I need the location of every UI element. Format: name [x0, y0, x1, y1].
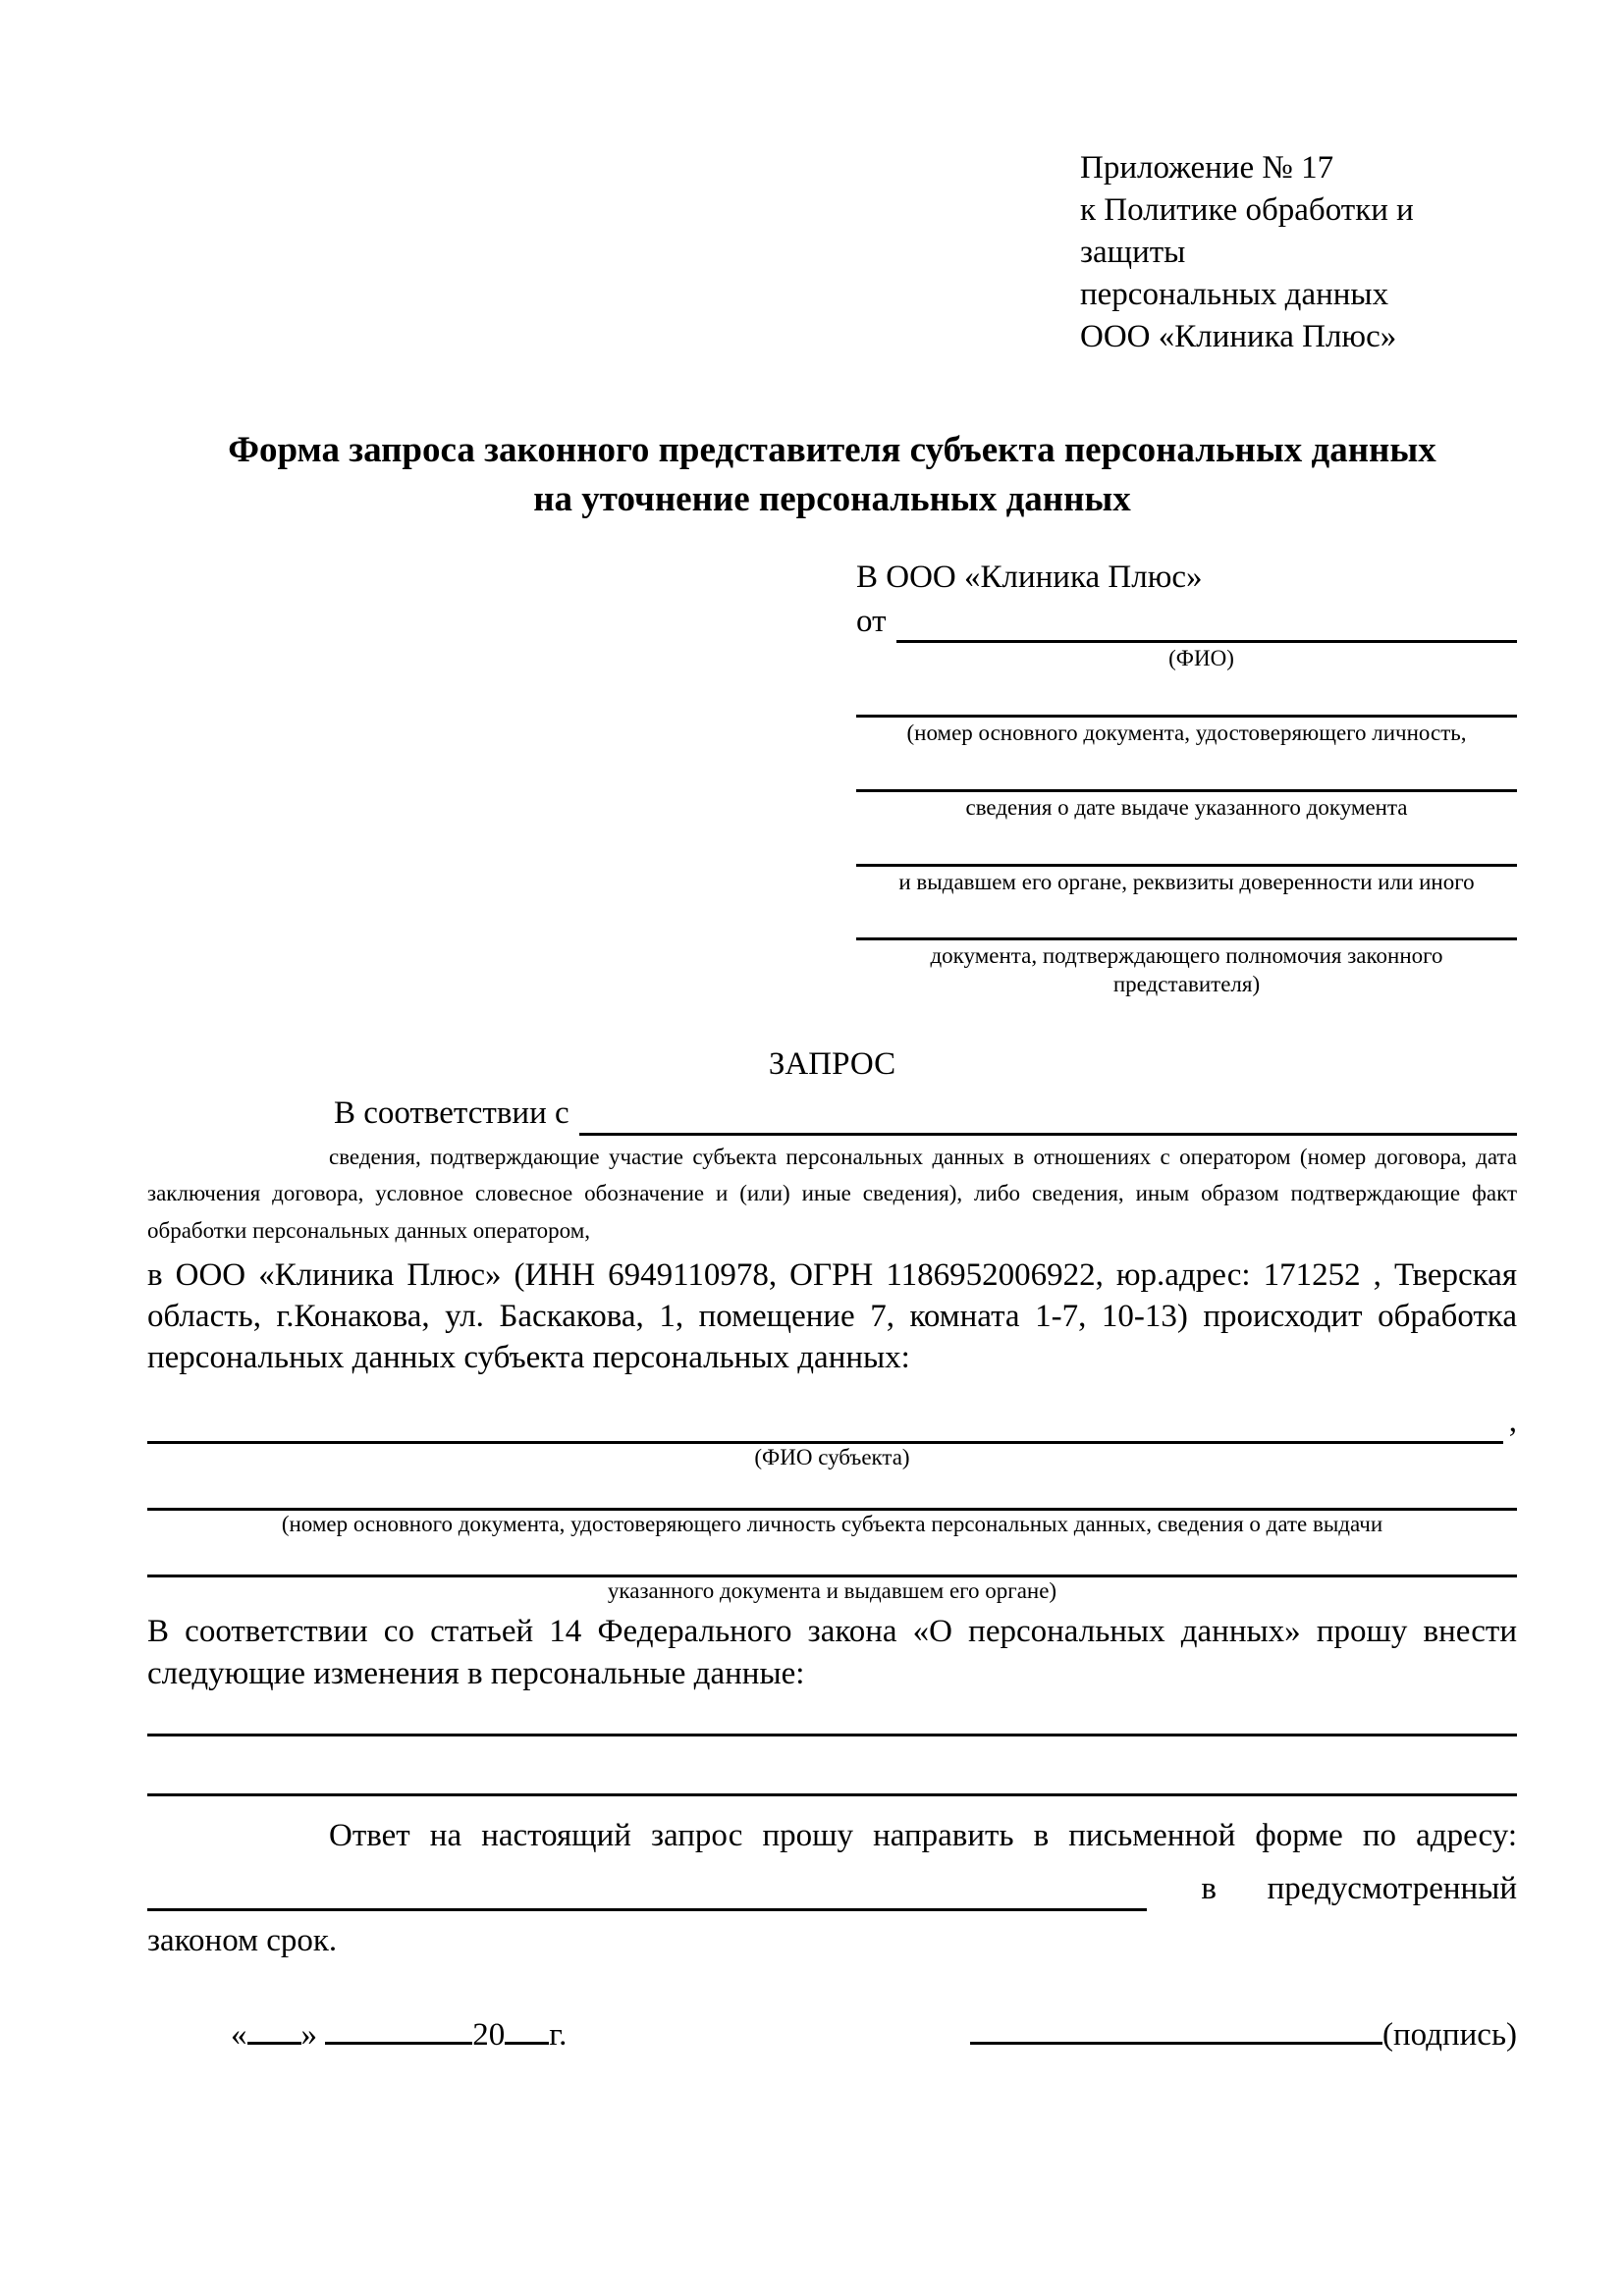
reply-address-blank-line [147, 1902, 1147, 1911]
appendix-header [1080, 147, 1517, 357]
date-year-prefix: 20 [472, 2017, 506, 2054]
representative-doc-blank-line-3 [856, 858, 1517, 867]
request-intro-row [147, 1092, 1517, 1136]
reply-address-intro: Ответ на настоящий запрос прошу направить в письменной форме по адресу: [329, 1817, 1517, 1853]
document-title-line-2: на уточнение персональных данных [533, 479, 1131, 520]
document-title [147, 426, 1517, 524]
subject-doc-caption-2: указанного документа и выдавшем его органе) [607, 1577, 1057, 1603]
representative-fio-blank-line [896, 634, 1518, 643]
law-paragraph: В соответствии со статьей 14 Федерального закона «О персональных данных» прошу внести следующие изменения в персональные данные: [147, 1614, 1517, 1691]
date-year-blank-line [505, 2016, 549, 2045]
addressee-to: В ООО «Клиника Плюс» [856, 560, 1203, 596]
date-close-quote: » [300, 2017, 317, 2054]
request-basis-footnote: сведения, подтверждающие участие субъекта персональных данных в отношениях с оператором (номер договора, дата заключения договора, условное словесное обозначение и (или) иные сведения), либо сведения, иным образом подтверждающие факт обработки персональных данных оператором, [147, 1145, 1517, 1243]
request-intro-label: В соответствии с [334, 1095, 569, 1132]
fio-caption: (ФИО) [1168, 646, 1234, 671]
date-day-blank-line [247, 2016, 301, 2045]
reply-tail-word-1: в [1201, 1871, 1217, 1907]
from-row [856, 600, 1517, 644]
subject-fio-blank-line [147, 1435, 1503, 1444]
operator-paragraph: в ООО «Клиника Плюс» (ИНН 6949110978, ОГРН 1186952006922, юр.адрес: 171252 , Тверская область, г.Конакова, ул. Баскакова, 1, помещение 7, комната 1-7, 10-13) происходит обработка персональных данных субъекта персональных данных: [147, 1256, 1517, 1376]
subject-doc-caption-1: (номер основного документа, удостоверяющего личность субъекта персональных данных, сведения о дате выдачи [281, 1511, 1383, 1536]
appendix-header-line-4: ООО «Клиника Плюс» [1080, 318, 1397, 354]
subject-doc-blank-line-1 [147, 1502, 1517, 1511]
reply-address-row [147, 1867, 1517, 1911]
representative-doc-blank-line-1 [856, 709, 1517, 718]
signature-blank-line [970, 2016, 1382, 2045]
appendix-header-line-2: к Политике обработки и защиты [1080, 191, 1414, 270]
signature-block [970, 2013, 1517, 2057]
request-basis-blank-line [579, 1127, 1517, 1136]
addressee-block [856, 556, 1517, 999]
appendix-header-line-1: Приложение № 17 [1080, 150, 1334, 186]
representative-doc-caption-3: и выдавшем его органе, реквизиты доверенности или иного [898, 869, 1475, 894]
changes-blank-line-2 [147, 1788, 1517, 1796]
date-signature-row [147, 2013, 1517, 2057]
reply-last-line: законом срок. [147, 1922, 338, 1958]
date-month-blank-line [325, 2016, 472, 2045]
reply-tail [1147, 1867, 1517, 1911]
date-open-quote: « [231, 2017, 247, 2054]
appendix-header-line-3: персональных данных [1080, 276, 1389, 312]
from-label: от [856, 603, 887, 639]
date-year-suffix: г. [549, 2017, 568, 2054]
subject-fio-trailing-comma: , [1508, 1404, 1517, 1440]
changes-blank-line-1 [147, 1728, 1517, 1736]
signature-caption: (подпись) [1382, 2017, 1517, 2054]
representative-doc-blank-line-4 [856, 932, 1517, 940]
representative-doc-caption-2: сведения о дате выдаче указанного документа [965, 794, 1408, 820]
representative-doc-caption-4: документа, подтверждающего полномочия законного представителя) [930, 943, 1443, 997]
date-block [231, 2013, 567, 2057]
request-heading: ЗАПРОС [768, 1045, 896, 1082]
reply-tail-word-2: предусмотренный [1267, 1871, 1517, 1907]
subject-doc-blank-line-2 [147, 1569, 1517, 1577]
subject-fio-row [147, 1400, 1517, 1444]
subject-fio-caption: (ФИО субъекта) [754, 1445, 910, 1470]
representative-doc-blank-line-2 [856, 783, 1517, 792]
document-title-line-1: Форма запроса законного представителя субъекта персональных данных [228, 430, 1436, 471]
representative-doc-caption-1: (номер основного документа, удостоверяющего личность, [906, 721, 1467, 746]
